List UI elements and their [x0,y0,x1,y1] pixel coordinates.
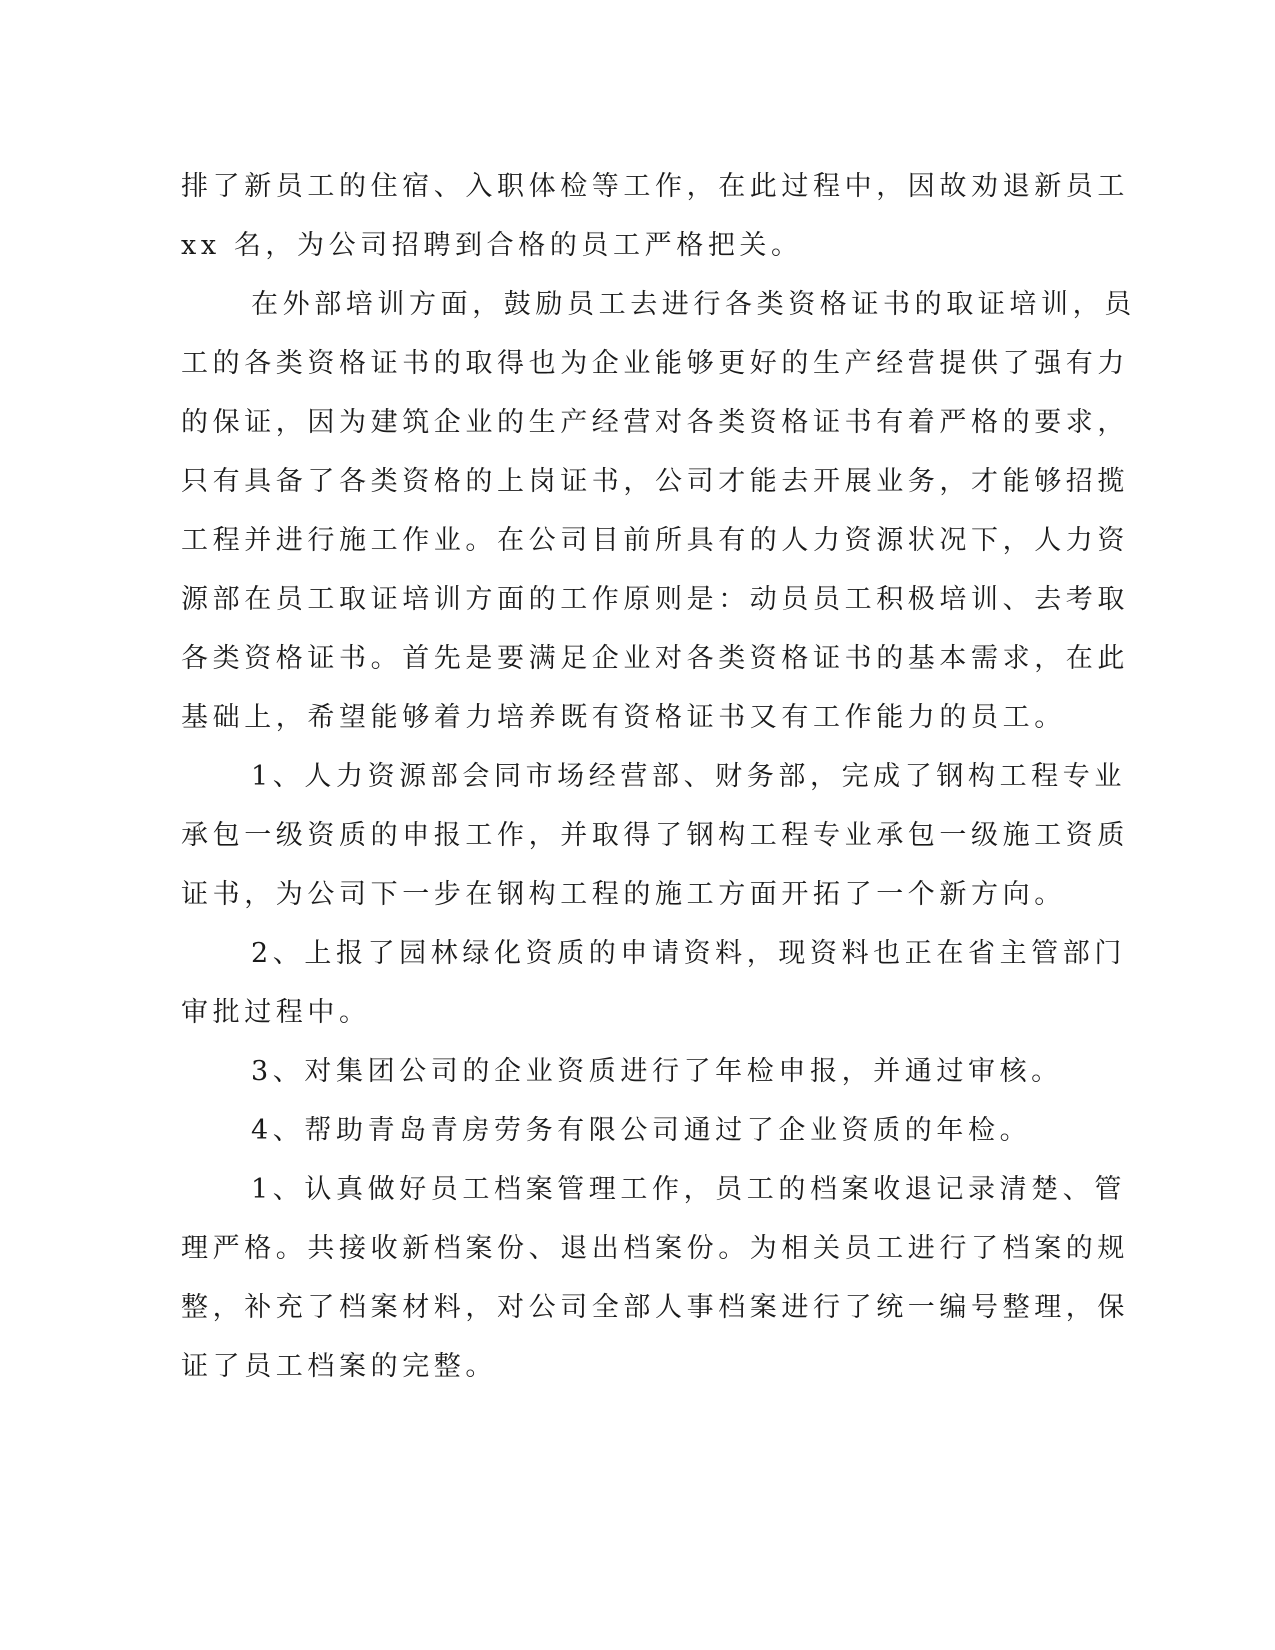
text-line-3: 在外部培训方面，鼓励员工去进行各类资格证书的取证培训，员 [251,289,1136,320]
text-line-20: 整，补充了档案材料，对公司全部人事档案进行了统一编号整理，保 [181,1292,1129,1323]
text-line-13: 证书，为公司下一步在钢构工程的施工方面开拓了一个新方向。 [181,879,1066,910]
text-line-15: 审批过程中。 [181,997,371,1028]
text-line-9: 各类资格证书。首先是要满足企业对各类资格证书的基本需求，在此 [181,643,1129,674]
text-line-10: 基础上，希望能够着力培养既有资格证书又有工作能力的员工。 [181,702,1066,733]
text-line-18: 1、认真做好员工档案管理工作，员工的档案收退记录清楚、管 [251,1174,1126,1205]
text-line-6: 只有具备了各类资格的上岗证书，公司才能去开展业务，才能够招揽 [181,466,1129,497]
text-line-4: 工的各类资格证书的取得也为企业能够更好的生产经营提供了强有力 [181,348,1129,379]
text-line-11: 1、人力资源部会同市场经营部、财务部，完成了钢构工程专业 [251,761,1126,792]
text-line-21: 证了员工档案的完整。 [181,1351,497,1382]
text-line-8: 源部在员工取证培训方面的工作原则是：动员员工积极培训、去考取 [181,584,1129,615]
text-line-14: 2、上报了园林绿化资质的申请资料，现资料也正在省主管部门 [251,938,1126,969]
text-line-12: 承包一级资质的申报工作，并取得了钢构工程专业承包一级施工资质 [181,820,1129,851]
text-line-17: 4、帮助青岛青房劳务有限公司通过了企业资质的年检。 [251,1115,1032,1146]
text-line-7: 工程并进行施工作业。在公司目前所具有的人力资源状况下，人力资 [181,525,1129,556]
text-line-2: xx 名，为公司招聘到合格的员工严格把关。 [181,230,803,261]
text-line-5: 的保证，因为建筑企业的生产经营对各类资格证书有着严格的要求， [181,407,1129,438]
document-body [181,157,1136,1396]
text-line-16: 3、对集团公司的企业资质进行了年检申报，并通过审核。 [251,1056,1063,1087]
text-line-19: 理严格。共接收新档案份、退出档案份。为相关员工进行了档案的规 [181,1233,1129,1264]
text-line-1: 排了新员工的住宿、入职体检等工作，在此过程中，因故劝退新员工 [181,171,1129,202]
